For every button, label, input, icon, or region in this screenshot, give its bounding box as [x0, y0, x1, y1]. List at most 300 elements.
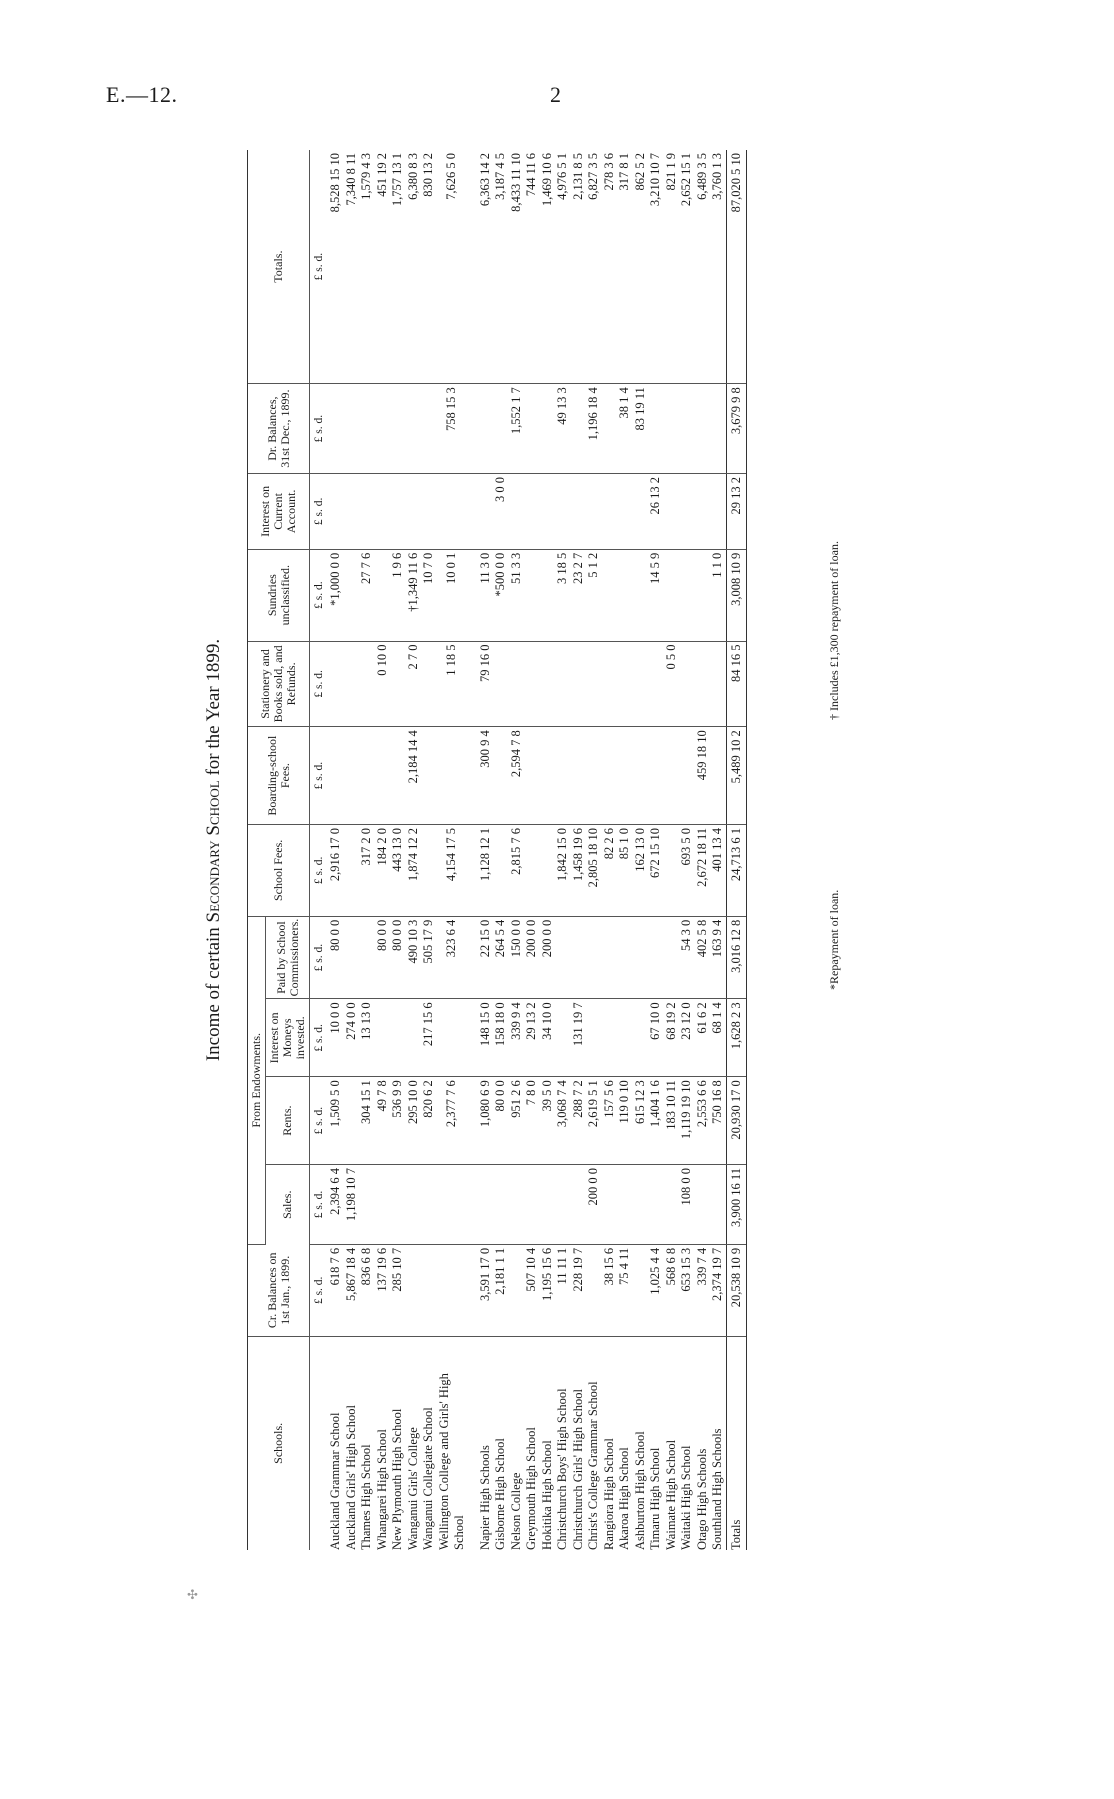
amount-cell: 402 5 8 — [695, 916, 711, 999]
amount-cell — [617, 641, 633, 727]
amount-cell — [555, 641, 571, 727]
amount-cell: 6,380 8 3 — [406, 150, 422, 384]
school-name: Napier High Schools — [477, 1445, 492, 1550]
amount-cell: 750 16 8 — [710, 1077, 726, 1165]
amount-cell: 200 0 0 — [586, 1165, 602, 1245]
col-interest-current: Interest on Current Account. — [248, 474, 310, 550]
amount-cell — [359, 1165, 375, 1245]
school-name: Christ's College Grammar School — [586, 1381, 600, 1550]
amount-cell: 653 15 3 — [679, 1244, 695, 1336]
amount-cell — [421, 727, 437, 825]
amount-cell: 3,187 4 5 — [493, 150, 509, 384]
total-cell: 3,900 16 11 — [726, 1165, 747, 1245]
table-row — [555, 150, 571, 1550]
col-boarding-fees: Boarding-school Fees. — [248, 727, 310, 825]
amount-cell — [633, 474, 649, 550]
amount-cell: 951 2 6 — [509, 1077, 525, 1165]
school-name: Auckland Grammar School — [328, 1412, 342, 1550]
amount-cell — [421, 384, 437, 474]
amount-cell — [571, 641, 587, 727]
amount-cell — [648, 641, 664, 727]
table-row — [648, 150, 664, 1550]
table-row — [406, 150, 422, 1550]
col-schools: Schools. — [248, 1336, 310, 1550]
amount-cell: 200 0 0 — [540, 916, 556, 999]
amount-cell: 1,128 12 1 — [478, 824, 494, 916]
amount-cell — [468, 824, 478, 916]
amount-cell — [679, 549, 695, 641]
amount-cell — [571, 727, 587, 825]
amount-cell: 4,154 17 5 — [437, 824, 468, 916]
amount-cell: 131 19 7 — [571, 999, 587, 1077]
amount-cell — [421, 1165, 437, 1245]
school-name: Southland High Schools — [710, 1428, 724, 1550]
amount-cell — [679, 384, 695, 474]
school-name: Nelson College — [508, 1472, 523, 1550]
lsd-label: £ s. d. — [310, 727, 329, 825]
rotated-table-page — [195, 150, 895, 1550]
amount-cell — [478, 1165, 494, 1245]
amount-cell — [664, 384, 680, 474]
amount-cell — [586, 727, 602, 825]
amount-cell — [602, 1165, 618, 1245]
school-name: Ashburton High School — [632, 1431, 647, 1550]
lsd-label: £ s. d. — [310, 916, 329, 999]
amount-cell — [421, 641, 437, 727]
amount-cell — [468, 727, 478, 825]
school-name: Christchurch Girls' High School — [570, 1389, 585, 1550]
amount-cell: 137 19 6 — [375, 1244, 391, 1336]
amount-cell — [679, 474, 695, 550]
amount-cell — [468, 1244, 478, 1336]
amount-cell — [648, 384, 664, 474]
amount-cell: 618 7 6 — [328, 1244, 344, 1336]
amount-cell: 2 7 0 — [406, 641, 422, 727]
amount-cell — [437, 1165, 468, 1245]
amount-cell: 27 7 6 — [359, 549, 375, 641]
amount-cell — [586, 1244, 602, 1336]
amount-cell — [390, 641, 406, 727]
amount-cell — [571, 474, 587, 550]
amount-cell — [344, 824, 360, 916]
amount-cell: 295 10 0 — [406, 1077, 422, 1165]
amount-cell — [555, 1165, 571, 1245]
amount-cell: 108 0 0 — [679, 1165, 695, 1245]
amount-cell — [524, 727, 540, 825]
amount-cell: 1,198 10 7 — [344, 1165, 360, 1245]
amount-cell: 1,196 18 4 — [586, 384, 602, 474]
amount-cell — [540, 474, 556, 550]
amount-cell — [710, 641, 726, 727]
amount-cell — [468, 384, 478, 474]
amount-cell — [710, 1165, 726, 1245]
amount-cell: 323 6 4 — [437, 916, 468, 999]
table-row — [524, 150, 540, 1550]
amount-cell: 744 11 6 — [524, 150, 540, 384]
amount-cell — [602, 999, 618, 1077]
amount-cell — [406, 474, 422, 550]
amount-cell — [390, 727, 406, 825]
amount-cell: †1,349 11 6 — [406, 549, 422, 641]
amount-cell: 2,394 6 4 — [328, 1165, 344, 1245]
amount-cell — [437, 1244, 468, 1336]
footnote-star: *Repayment of loan. — [827, 889, 841, 990]
amount-cell — [695, 474, 711, 550]
amount-cell: 3,760 1 3 — [710, 150, 726, 384]
amount-cell: 339 9 4 — [509, 999, 525, 1077]
lsd-label: £ s. d. — [310, 824, 329, 916]
amount-cell: 3 0 0 — [493, 474, 509, 550]
col-interest-invested: Interest on Moneys invested. — [266, 999, 310, 1077]
amount-cell — [493, 727, 509, 825]
amount-cell: 0 10 0 — [375, 641, 391, 727]
amount-cell: 34 10 0 — [540, 999, 556, 1077]
amount-cell — [633, 641, 649, 727]
amount-cell: 22 15 0 — [478, 916, 494, 999]
amount-cell — [695, 1165, 711, 1245]
amount-cell — [524, 824, 540, 916]
amount-cell — [571, 384, 587, 474]
amount-cell — [617, 727, 633, 825]
amount-cell — [617, 549, 633, 641]
amount-cell: 693 5 0 — [679, 824, 695, 916]
amount-cell: 1,579 4 3 — [359, 150, 375, 384]
amount-cell — [664, 549, 680, 641]
amount-cell — [344, 384, 360, 474]
amount-cell — [509, 474, 525, 550]
amount-cell — [524, 474, 540, 550]
amount-cell — [617, 1165, 633, 1245]
amount-cell: 1,458 19 6 — [571, 824, 587, 916]
amount-cell: *500 0 0 — [493, 549, 509, 641]
amount-cell — [493, 824, 509, 916]
amount-cell: 38 1 4 — [617, 384, 633, 474]
lsd-label: £ s. d. — [310, 641, 329, 727]
amount-cell: 820 6 2 — [421, 1077, 437, 1165]
table-row — [633, 150, 649, 1550]
amount-cell — [406, 999, 422, 1077]
amount-cell — [586, 474, 602, 550]
amount-cell — [359, 641, 375, 727]
amount-cell: 304 15 1 — [359, 1077, 375, 1165]
col-sundries: Sundries unclassified. — [248, 549, 310, 641]
amount-cell: 3,591 17 0 — [478, 1244, 494, 1336]
margin-mark: ✣ — [187, 1587, 198, 1602]
total-cell: 87,020 5 10 — [726, 150, 747, 384]
amount-cell: 5,867 18 4 — [344, 1244, 360, 1336]
amount-cell — [344, 641, 360, 727]
amount-cell: 7,340 8 11 — [344, 150, 360, 384]
amount-cell — [437, 474, 468, 550]
amount-cell — [555, 474, 571, 550]
total-cell: 3,008 10 9 — [726, 549, 747, 641]
amount-cell: 82 2 6 — [602, 824, 618, 916]
amount-cell: 13 13 0 — [359, 999, 375, 1077]
amount-cell — [359, 384, 375, 474]
total-cell: 84 16 5 — [726, 641, 747, 727]
amount-cell: 862 5 2 — [633, 150, 649, 384]
amount-cell: 49 13 3 — [555, 384, 571, 474]
footnote-dagger: † Includes £1,300 repayment of loan. — [827, 541, 841, 720]
col-stationery: Stationery and Books sold, and Refunds. — [248, 641, 310, 727]
col-totals: Totals. — [248, 150, 310, 384]
table-row — [359, 150, 375, 1550]
amount-cell: 672 15 10 — [648, 824, 664, 916]
lsd-label: £ s. d. — [310, 1077, 329, 1165]
col-rents: Rents. — [266, 1077, 310, 1165]
amount-cell: 2,131 8 5 — [571, 150, 587, 384]
amount-cell: 148 15 0 — [478, 999, 494, 1077]
amount-cell: 7,626 5 0 — [437, 150, 468, 384]
amount-cell — [524, 641, 540, 727]
amount-cell: 274 0 0 — [344, 999, 360, 1077]
amount-cell: 51 3 3 — [509, 549, 525, 641]
amount-cell — [648, 916, 664, 999]
school-name: Christchurch Boys' High School — [555, 1388, 569, 1550]
amount-cell — [478, 474, 494, 550]
amount-cell: 68 19 2 — [664, 999, 680, 1077]
table-row — [509, 150, 525, 1550]
table-row — [586, 150, 602, 1550]
amount-cell: 80 0 0 — [390, 916, 406, 999]
table-row — [493, 150, 509, 1550]
lsd-label: £ s. d. — [310, 474, 329, 550]
amount-cell: 830 13 2 — [421, 150, 437, 384]
table-row — [664, 150, 680, 1550]
amount-cell — [524, 384, 540, 474]
total-cell: 20,538 10 9 — [726, 1244, 747, 1336]
col-dr-balances: Dr. Balances, 31st Dec., 1899. — [248, 384, 310, 474]
amount-cell: 23 2 7 — [571, 549, 587, 641]
amount-cell: 80 0 0 — [493, 1077, 509, 1165]
table-row — [710, 150, 726, 1550]
amount-cell — [617, 999, 633, 1077]
amount-cell: 3,068 7 4 — [555, 1077, 571, 1165]
school-name: Greymouth High School — [524, 1427, 538, 1550]
school-name: Timaru High School — [648, 1447, 662, 1550]
totals-row — [726, 150, 747, 1550]
amount-cell: 1 1 0 — [710, 549, 726, 641]
amount-cell: 443 13 0 — [390, 824, 406, 916]
amount-cell: 1,874 12 2 — [406, 824, 422, 916]
amount-cell: 29 13 2 — [524, 999, 540, 1077]
total-cell: 29 13 2 — [726, 474, 747, 550]
amount-cell — [695, 384, 711, 474]
amount-cell — [664, 824, 680, 916]
amount-cell — [468, 1165, 478, 1245]
amount-cell — [493, 384, 509, 474]
amount-cell: 288 7 2 — [571, 1077, 587, 1165]
amount-cell — [633, 1244, 649, 1336]
amount-cell — [344, 549, 360, 641]
table-title: Income of certain Secondary School for the Year 1899. — [203, 638, 224, 1062]
amount-cell: 300 9 4 — [478, 727, 494, 825]
table-row — [679, 150, 695, 1550]
amount-cell — [633, 549, 649, 641]
amount-cell: 1,469 10 6 — [540, 150, 556, 384]
lsd-label: £ s. d. — [310, 384, 329, 474]
amount-cell: 2,594 7 8 — [509, 727, 525, 825]
amount-cell — [664, 916, 680, 999]
amount-cell: 490 10 3 — [406, 916, 422, 999]
school-name: Wanganui Collegiate School — [421, 1407, 435, 1550]
amount-cell: 184 2 0 — [375, 824, 391, 916]
amount-cell — [602, 916, 618, 999]
amount-cell: 75 4 11 — [617, 1244, 633, 1336]
amount-cell — [648, 1165, 664, 1245]
amount-cell — [468, 999, 478, 1077]
col-cr-balances: Cr. Balances on 1st Jan., 1899. — [248, 1244, 310, 1336]
amount-cell — [328, 474, 344, 550]
lsd-label: £ s. d. — [310, 549, 329, 641]
amount-cell — [509, 1244, 525, 1336]
amount-cell — [540, 641, 556, 727]
amount-cell: 2,652 15 1 — [679, 150, 695, 384]
amount-cell: 568 6 8 — [664, 1244, 680, 1336]
amount-cell — [421, 474, 437, 550]
amount-cell — [524, 1165, 540, 1245]
total-cell: Totals — [726, 1336, 747, 1550]
amount-cell — [633, 1165, 649, 1245]
lsd-label: £ s. d. — [310, 1244, 329, 1336]
amount-cell — [406, 384, 422, 474]
amount-cell — [421, 824, 437, 916]
amount-cell — [679, 641, 695, 727]
amount-cell: 536 9 9 — [390, 1077, 406, 1165]
amount-cell — [375, 474, 391, 550]
report-code: E.—12. — [106, 82, 178, 107]
amount-cell: 23 12 0 — [679, 999, 695, 1077]
amount-cell: 264 5 4 — [493, 916, 509, 999]
amount-cell: 183 10 11 — [664, 1077, 680, 1165]
table-row — [695, 150, 711, 1550]
amount-cell: 2,374 19 7 — [710, 1244, 726, 1336]
table-row — [421, 150, 437, 1550]
amount-cell — [493, 1165, 509, 1245]
amount-cell — [602, 384, 618, 474]
amount-cell: 339 7 4 — [695, 1244, 711, 1336]
amount-cell — [555, 727, 571, 825]
amount-cell — [648, 727, 664, 825]
amount-cell: 6,489 3 5 — [695, 150, 711, 384]
amount-cell: *1,000 0 0 — [328, 549, 344, 641]
amount-cell: 821 1 9 — [664, 150, 680, 384]
amount-cell — [695, 641, 711, 727]
amount-cell — [359, 474, 375, 550]
amount-cell: 83 19 11 — [633, 384, 649, 474]
amount-cell: 80 0 0 — [328, 916, 344, 999]
amount-cell — [375, 384, 391, 474]
amount-cell — [602, 727, 618, 825]
amount-cell — [468, 474, 478, 550]
amount-cell: 68 1 4 — [710, 999, 726, 1077]
amount-cell: 10 7 0 — [421, 549, 437, 641]
table-row — [375, 150, 391, 1550]
amount-cell: 6,827 3 5 — [586, 150, 602, 384]
amount-cell — [540, 384, 556, 474]
table-row — [390, 150, 406, 1550]
amount-cell: 119 0 10 — [617, 1077, 633, 1165]
table-row — [571, 150, 587, 1550]
amount-cell: 8,433 11 10 — [509, 150, 525, 384]
amount-cell: 2,815 7 6 — [509, 824, 525, 916]
amount-cell — [602, 549, 618, 641]
amount-cell: 2,805 18 10 — [586, 824, 602, 916]
amount-cell — [359, 727, 375, 825]
amount-cell — [509, 1165, 525, 1245]
amount-cell — [633, 916, 649, 999]
amount-cell: 162 13 0 — [633, 824, 649, 916]
amount-cell: 217 15 6 — [421, 999, 437, 1077]
table-row — [617, 150, 633, 1550]
amount-cell: 80 0 0 — [375, 916, 391, 999]
total-cell: 3,016 12 8 — [726, 916, 747, 999]
amount-cell — [478, 384, 494, 474]
amount-cell: 49 7 8 — [375, 1077, 391, 1165]
amount-cell — [437, 727, 468, 825]
amount-cell — [664, 727, 680, 825]
amount-cell — [437, 999, 468, 1077]
income-table — [247, 150, 747, 1550]
lsd-label: £ s. d. — [310, 1165, 329, 1245]
total-cell: 24,713 6 1 — [726, 824, 747, 916]
school-name: Rangiora High School — [601, 1438, 616, 1550]
amount-cell: 2,619 5 1 — [586, 1077, 602, 1165]
amount-cell: 836 6 8 — [359, 1244, 375, 1336]
amount-cell: 507 10 4 — [524, 1244, 540, 1336]
amount-cell — [710, 384, 726, 474]
amount-cell: 79 16 0 — [478, 641, 494, 727]
amount-cell — [602, 474, 618, 550]
amount-cell: 758 15 3 — [437, 384, 468, 474]
amount-cell — [344, 474, 360, 550]
amount-cell — [344, 916, 360, 999]
school-name: Wanganui Girls' College — [405, 1427, 420, 1550]
amount-cell — [617, 474, 633, 550]
total-cell: 20,930 17 0 — [726, 1077, 747, 1165]
amount-cell — [375, 727, 391, 825]
amount-cell: 150 0 0 — [509, 916, 525, 999]
table-row — [437, 150, 468, 1550]
school-name — [468, 1336, 478, 1550]
amount-cell — [468, 1077, 478, 1165]
amount-cell: 285 10 7 — [390, 1244, 406, 1336]
amount-cell — [664, 474, 680, 550]
total-cell: 5,489 10 2 — [726, 727, 747, 825]
amount-cell: 615 12 3 — [633, 1077, 649, 1165]
amount-cell: 1 9 6 — [390, 549, 406, 641]
amount-cell: 1,025 4 4 — [648, 1244, 664, 1336]
col-school-fees: School Fees. — [248, 824, 310, 916]
amount-cell — [468, 641, 478, 727]
amount-cell: 54 3 0 — [679, 916, 695, 999]
amount-cell: 200 0 0 — [524, 916, 540, 999]
amount-cell — [540, 824, 556, 916]
amount-cell — [344, 727, 360, 825]
amount-cell — [493, 641, 509, 727]
amount-cell — [524, 549, 540, 641]
amount-cell — [375, 549, 391, 641]
amount-cell: 85 1 0 — [617, 824, 633, 916]
amount-cell: 39 5 0 — [540, 1077, 556, 1165]
amount-cell: 2,377 7 6 — [437, 1077, 468, 1165]
amount-cell — [586, 641, 602, 727]
amount-cell: 2,184 14 4 — [406, 727, 422, 825]
table-row — [478, 150, 494, 1550]
school-name: Waimate High School — [663, 1439, 678, 1550]
amount-cell — [540, 1165, 556, 1245]
lsd-label: £ s. d. — [310, 999, 329, 1077]
